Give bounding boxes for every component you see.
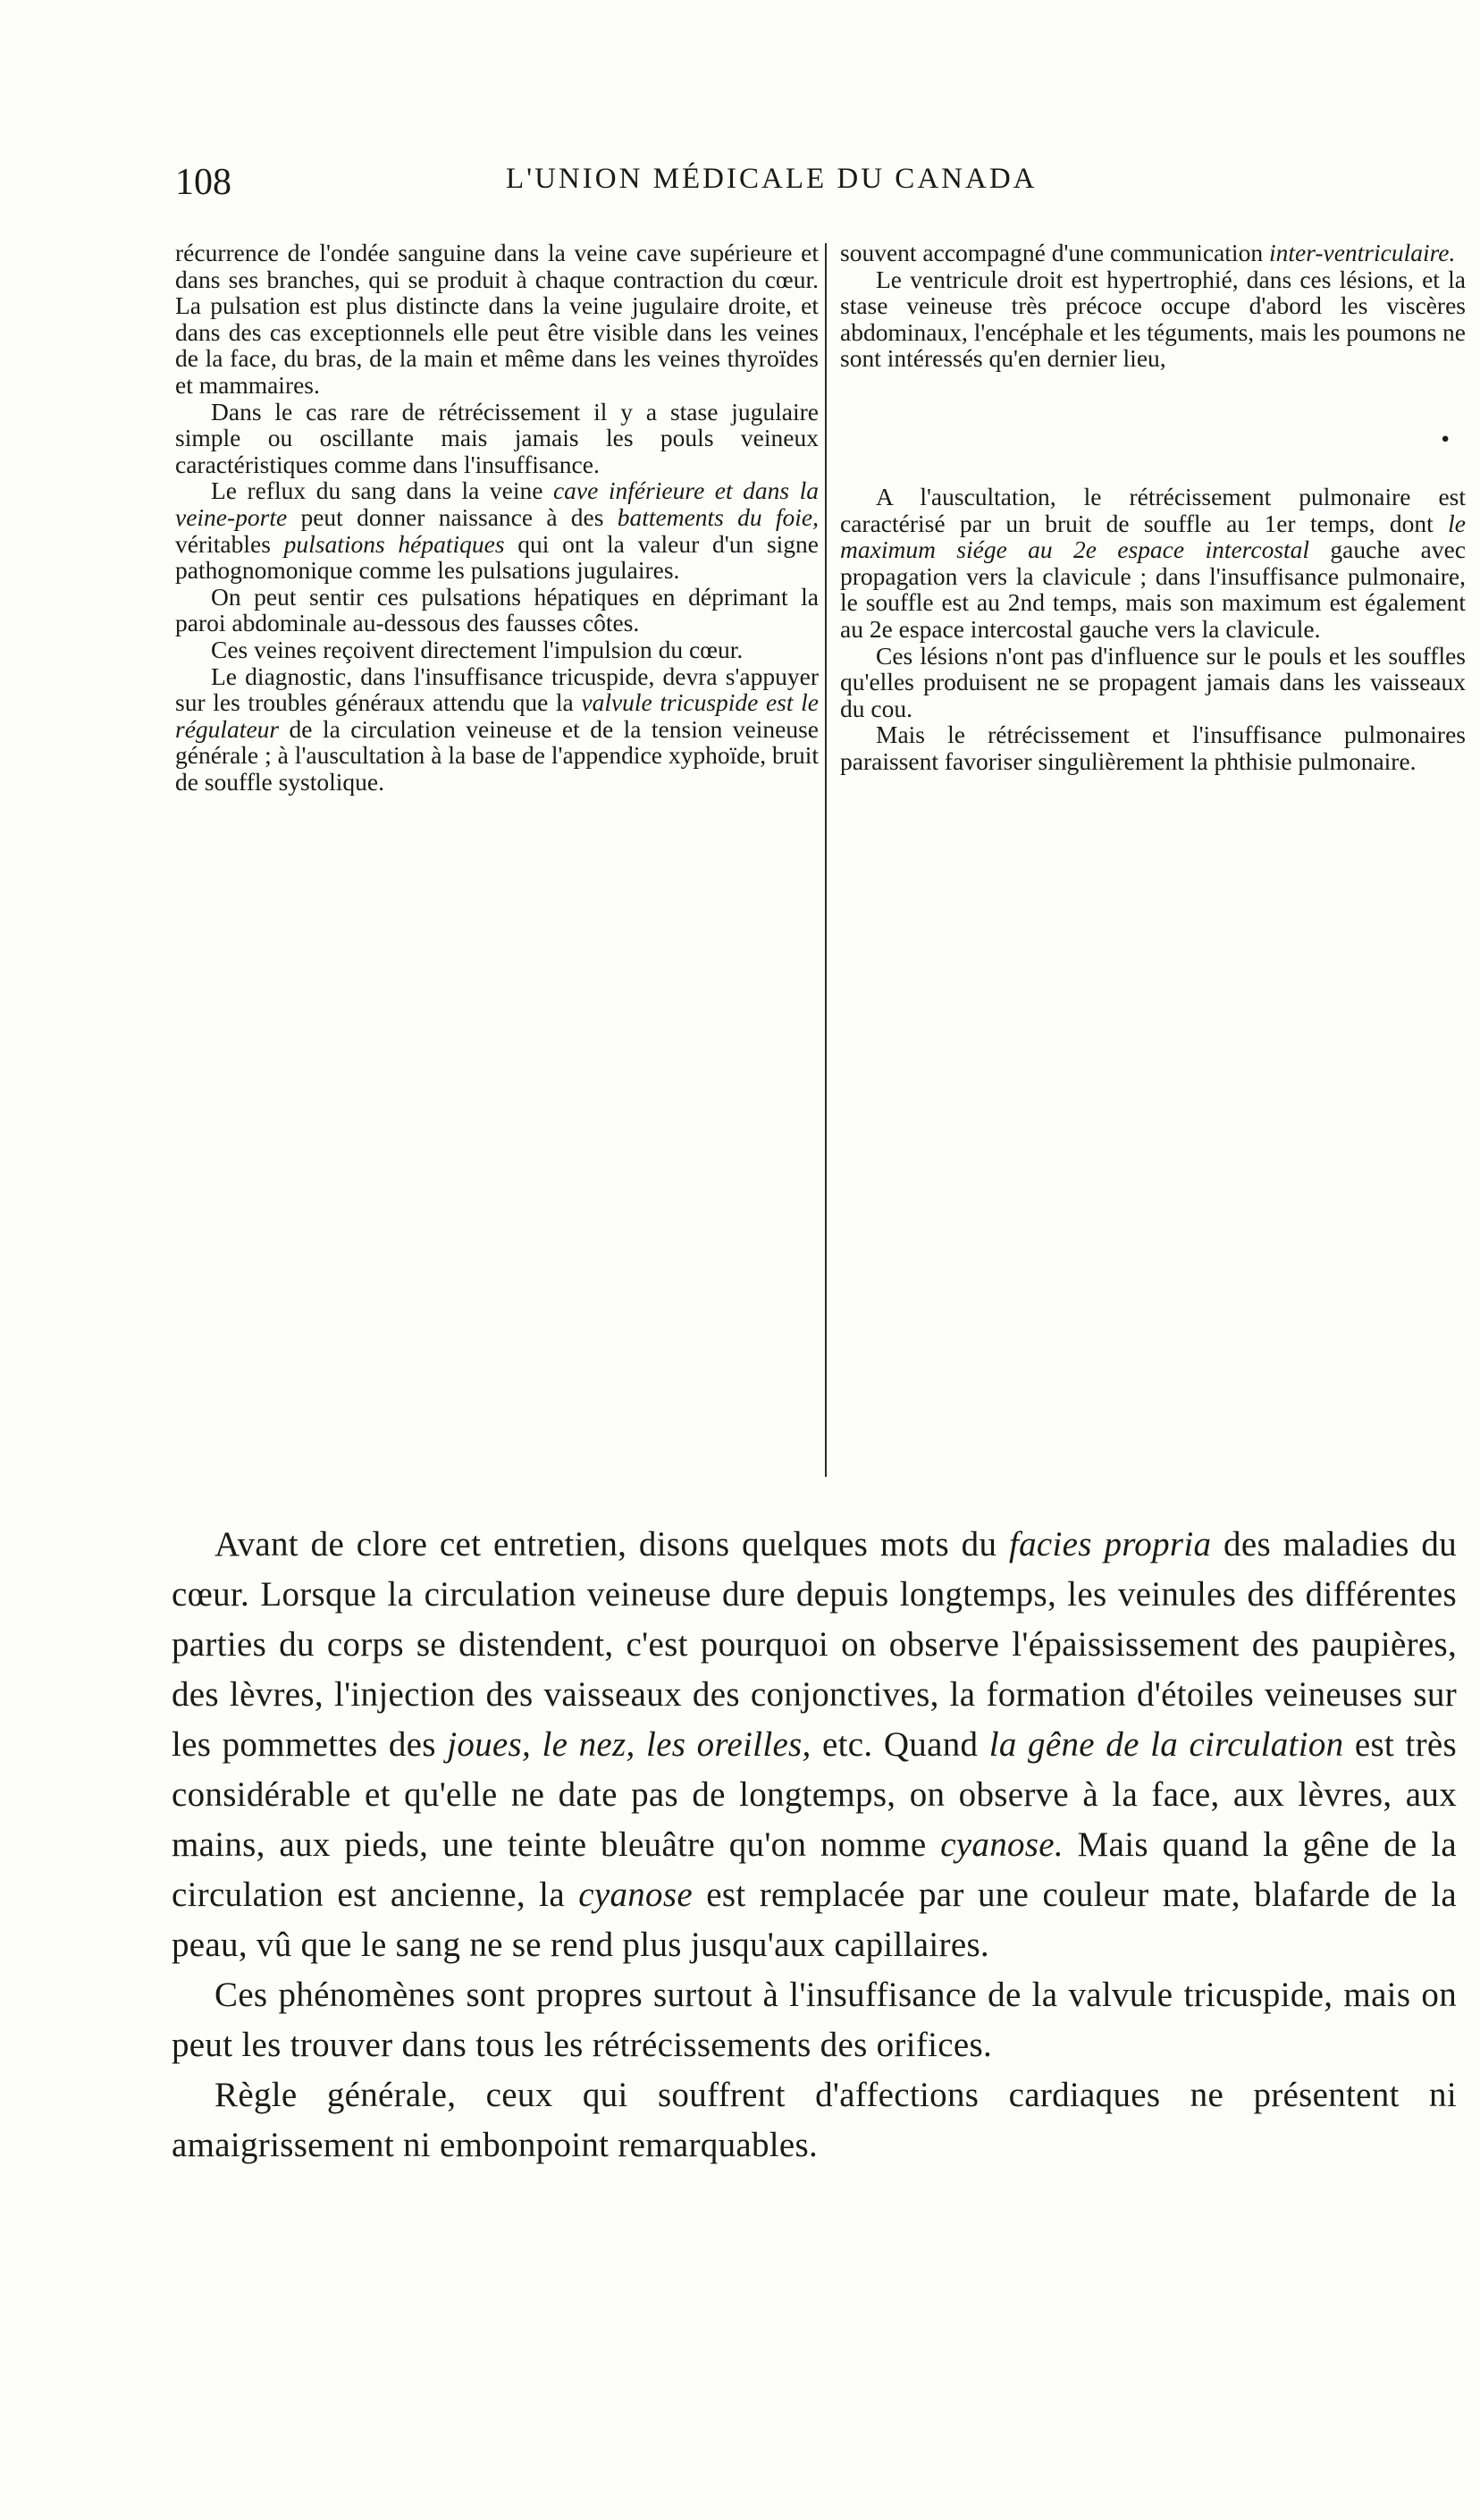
right-paragraph-4: Ces lésions n'ont pas d'influence sur le pouls et les souffles qu'elles produisent ne se propagent jamais dans les vaisseaux du cou. [840,641,1466,722]
right-paragraph-5: Mais le rétrécissement et l'insuffisance pulmonaires paraissent favoriser singulièrement la phthisie pulmonaire. [840,721,1466,775]
two-column-section [166,240,1471,1482]
left-paragraph-4: On peut sentir ces pulsations hépatiques en déprimant la paroi abdominale au-dessous des fausses côtes. [175,582,819,637]
right-paragraph-3: A l'auscultation, le rétrécissement pulmonaire est caractérisé par un bruit de souffle au 1er temps, dont le maximum siége au 2e espace intercostal gauche avec propagation vers la clavicule ; dans l'insuffisance pulmonaire, le souffle est au 2nd temps, mais son maximum est également au 2e espace intercostal gauche vers la clavicule. [840,482,1466,643]
body-paragraph-3: Règle générale, ceux qui souffrent d'affections cardiaques ne présentent ni amaigrissement ni embonpoint remarquables. [172,2076,1457,2164]
left-paragraph-6: Le diagnostic, dans l'insuffisance tricuspide, devra s'appuyer sur les troubles généraux attendu que la valvule tricuspide est le régulateur de la circulation veineuse et de la tension veineuse générale ; à l'auscultation à la base de l'appendice xyphoïde, bruit de souffle systolique. [175,662,819,796]
body-paragraph-1: Avant de clore cet entretien, disons quelques mots du facies propria des maladies du cœur. Lorsque la circulation veineuse dure depuis longtemps, les veinules des différentes parties du corps se distendent, c'est pourquoi on observe l'épaississement des paupières, des lèvres, l'injection des vaisseaux des conjonctives, la formation d'étoiles veineuses sur les pommettes des joues, le nez, les oreilles, etc. Quand la gêne de la circulation est très considérable et qu'elle ne date pas de longtemps, on observe à la face, aux lèvres, aux mains, aux pieds, une teinte bleuâtre qu'on nomme cyanose. Mais quand la gêne de la circulation est ancienne, la cyanose est remplacée par une couleur mate, blafarde de la peau, vû que le sang ne se rend plus jusqu'aux capillaires. [172,1525,1458,1964]
right-column [840,240,1466,775]
stray-dot: • [1441,424,1450,452]
right-paragraph-1: souvent accompagné d'une communication inter-ventriculaire. [840,239,1456,266]
left-paragraph-2: Dans le cas rare de rétrécissement il y a stase jugulaire simple ou oscillante mais jamais les pouls veineux caractéristiques comme dans l'insuffisance. [175,397,819,478]
left-paragraph-3: Le reflux du sang dans la veine cave inférieure et dans la veine-porte peut donner naissance à des battements du foie, véritables pulsations hépatiques qui ont la valeur d'un signe pathognomonique comme les pulsations jugulaires. [175,476,819,585]
right-paragraph-2: Le ventricule droit est hypertrophié, dans ces lésions, et la stase veineuse très précoce occupe d'abord les viscères abdominaux, l'encéphale et les téguments, mais les poumons ne sont intéressés qu'en dernier lieu, [840,265,1466,373]
running-title: L'UNION MÉDICALE DU CANADA [506,163,1038,195]
left-paragraph-1: récurrence de l'ondée sanguine dans la veine cave supérieure et dans ses branches, qui se produit à chaque contraction du cœur. La pulsation est plus distincte dans la veine jugulaire droite, et dans des cas exceptionnels elle peut être visible dans les veines de la face, du bras, de la main et même dans les veines thyroïdes et mammaires. [175,239,819,399]
left-paragraph-5: Ces veines reçoivent directement l'impulsion du cœur. [211,635,744,663]
page-number: 108 [175,162,231,203]
page-header [175,161,1480,215]
full-width-section [172,1520,1457,2170]
column-divider [825,243,827,1477]
body-paragraph-2: Ces phénomènes sont propres surtout à l'insuffisance de la valvule tricuspide, mais on peut les trouver dans tous les rétrécissements des orifices. [172,1976,1457,2064]
left-column [175,240,819,795]
column-gap [840,372,1466,484]
